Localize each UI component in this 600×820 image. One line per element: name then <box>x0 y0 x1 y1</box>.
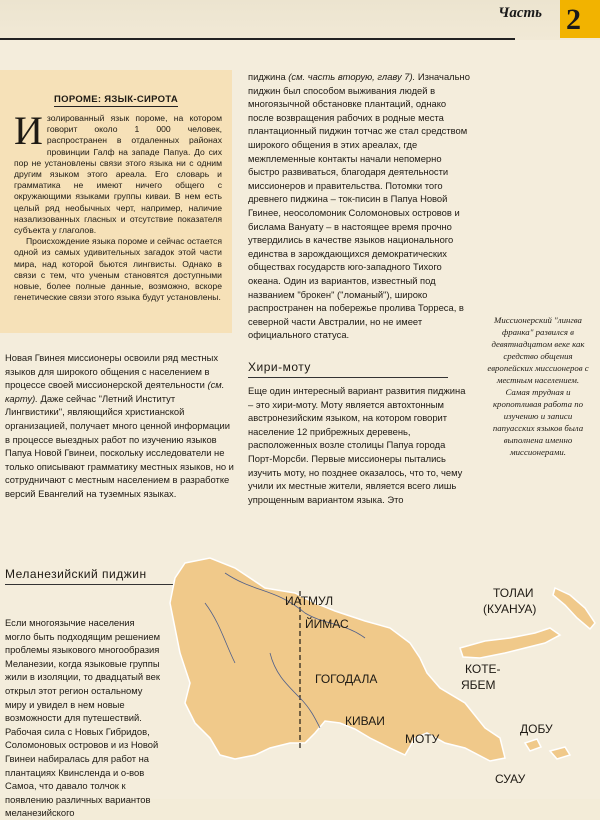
map-landmass-new-ireland <box>553 588 595 629</box>
map-label-suau: СУАУ <box>495 772 526 786</box>
right-column-text: пиджина (см. часть вторую, главу 7). Изначально пиджин был способом выживания людей в многоязычной обстановке плантаций, однако после возвращения рабочих в родные места плантационный пиджин тотчас же стал средством широкого общения в этих ареалах, где межплеменные контакты начали непомерно быстро развиваться, благодаря деятельности миссионеров и правительства. Потомки того древнего пиджина – ток-писин в Папуа Новой Гвинее, неосоломоник Соломоновых островов и бислама Вануату – в настоящее время прочно утвердились в качестве языков национального единства в зарождающихся демократических обществах государств юго-западного Тихого океана. Один из вариантов, известный под названием "брокен" ("ломаный"), широко распространен на побережье пролива Торреса, в северной части Австралии, но не имеет официального статуса. <box>248 71 470 341</box>
map-landmass-new-guinea <box>170 558 505 761</box>
map-island-east-1 <box>525 739 541 751</box>
part-number: 2 <box>560 0 600 38</box>
map-landmass-new-britain <box>460 628 560 658</box>
map-label-iatmul: ИАТМУЛ <box>285 594 334 608</box>
map-label-iimas: ЙИМАС <box>305 617 349 631</box>
dropcap: И <box>14 108 43 153</box>
map-label-motu: МОТУ <box>405 732 440 746</box>
map-label-tolai: ТОЛАИ <box>493 586 534 600</box>
map-svg <box>165 533 600 799</box>
melanesian-text: Если многоязычие населения могло быть подходящим решением проблемы языкового многообразия Меланезии, когда языковые группы жили в изоляции, то двадцатый век открыл этот регион остальному миру и увидел в нем новые возможности для путешествий. Рабочая сила с Новых Гибридов, Соломоновых островов и из Новой Гвинеи набиралась для работ на плантациях Квинсленда и о-вов Самоа, что давало толчок к появлению различных вариантов меланезийского <box>5 617 161 819</box>
sidebox-body <box>14 108 222 303</box>
heading-hiri-motu: Хири-моту <box>248 360 448 378</box>
map-label-yabem: ЯБЕМ <box>461 678 496 692</box>
map-label-kuanua: (КУАНУА) <box>483 602 537 616</box>
sidebox-para-1: золированный язык пороме, на котором говорит около 1 000 человек, распространен в отдаленных районах провинции Галф на западе Папуа. До сих пор не установлены связи этого языка ни с одним другим языком этого ареала. Его словарь и грамматика не имеют ничего общего с окружающими языками группы киваи. В нем есть целый ряд необычных черт, например, наличие назализованных гласных и отсутствие показателя субъекта у глаголов. <box>14 113 222 236</box>
map-label-gogodala: ГОГОДАЛА <box>315 672 378 686</box>
map-papua-new-guinea <box>165 533 600 799</box>
map-label-kiwai: КИВАИ <box>345 714 385 728</box>
map-island-east-2 <box>550 747 570 759</box>
sidebox-para-2: Происхождение языка пороме и сейчас остается одной из самых удивительных загадок этой части мира, над которой бьются лингвисты. Однако в связи с тем, что ученым становятся доступными новые, более полные данные, возможно, вскоре генетические связи этого языка будут установлены. <box>14 236 222 303</box>
sidebox-porome <box>0 70 232 333</box>
part-label: Часть <box>498 5 542 21</box>
map-label-kote: КОТЕ- <box>465 662 501 676</box>
hiri-motu-text: Еще один интересный вариант развития пиджина – это хири-моту. Моту является автохтонным австронезийским языком, на котором говорит население 12 прибрежных деревень, расположенных возле столицы Папуа города Порт-Морсби. Первые миссионеры пытались изучить моту, но позднее оказалось, что то, чему учили их местные жители, является всего лишь упрощенным вариантом языка. Это <box>248 385 466 505</box>
map-label-dobu: ДОБУ <box>520 722 553 736</box>
margin-note: Миссионерский "лингва франка" развился в девятнадцатом веке как средство общения европейских миссионеров с местным населением. Самая трудная и кропотливая работа по изучению и записи папуасских языков была выполнена именно миссионерами. <box>487 315 589 457</box>
heading-melanesian-pidgin: Меланезийский пиджин <box>5 567 180 585</box>
header-rule <box>0 38 515 40</box>
left-column-text: Новая Гвинея миссионеры освоили ряд местных языков для широкого общения с населением в процессе своей миссионерской деятельности (см. карту). Даже сейчас "Летний Институт Лингвистики", являющийся христианской организацией, получает много ценной информации в процессе выездных работ по изучению языков Папуа Новой Гвинеи, поскольку исследователи не только описывают грамматику местных языков, но и сотрудничают с местным населением в разработке версий Евангелий на туземных языках. <box>5 352 234 499</box>
sidebox-title: ПОРОМЕ: ЯЗЫК-СИРОТА <box>54 94 178 105</box>
